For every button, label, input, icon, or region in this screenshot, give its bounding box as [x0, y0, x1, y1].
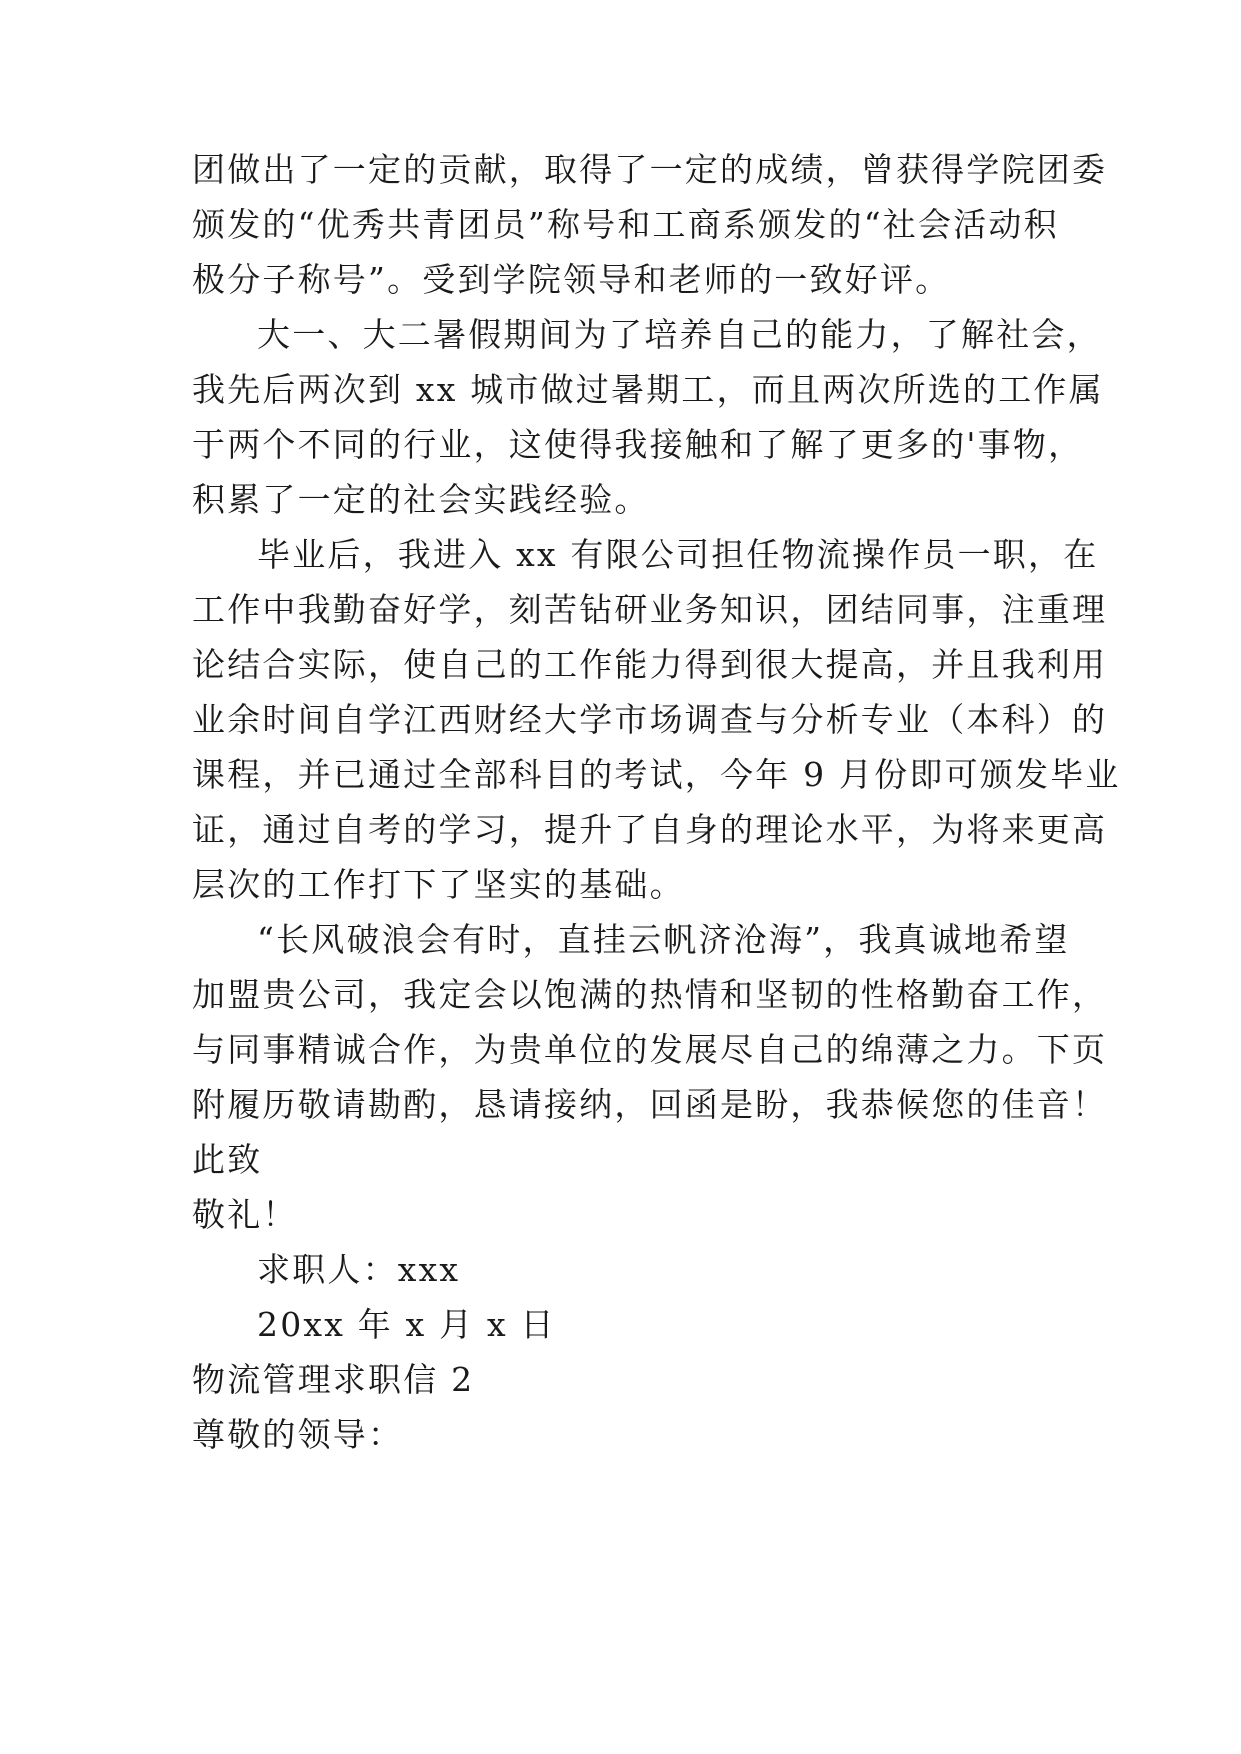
paragraph-3-line-5: 课程，并已通过全部科目的考试，今年 9 月份即可颁发毕业: [192, 755, 1121, 794]
next-letter-greeting: 尊敬的领导：: [192, 1415, 404, 1454]
date-text: 20xx 年 x 月 x 日: [257, 1305, 556, 1344]
paragraph-2-line-3: 于两个不同的行业，这使得我接触和了解了更多的'事物，: [192, 425, 1084, 464]
closing-text: 此致: [192, 1140, 263, 1179]
paragraph-3-line-1: 毕业后，我进入 xx 有限公司担任物流操作员一职，在: [257, 535, 1099, 574]
signature-text: 求职人：xxx: [257, 1250, 461, 1289]
paragraph-3-line-4: 业余时间自学江西财经大学市场调查与分析专业（本科）的: [192, 700, 1108, 739]
paragraph-3-line-6: 证，通过自考的学习，提升了自身的理论水平，为将来更高: [192, 810, 1108, 849]
paragraph-1-line-3: 极分子称号”。受到学院领导和老师的一致好评。: [192, 260, 951, 299]
paragraph-4-line-1: “长风破浪会有时，直挂云帆济沧海”，我真诚地希望: [257, 920, 1070, 959]
salute-text: 敬礼！: [192, 1195, 298, 1234]
paragraph-1-line-1: 团做出了一定的贡献，取得了一定的成绩，曾获得学院团委: [192, 150, 1108, 189]
paragraph-1-line-2: 颁发的“优秀共青团员”称号和工商系颁发的“社会活动积: [192, 205, 1059, 244]
paragraph-3-line-2: 工作中我勤奋好学，刻苦钻研业务知识，团结同事，注重理: [192, 590, 1108, 629]
paragraph-4-line-4: 附履历敬请勘酌，恳请接纳，回函是盼，我恭候您的佳音！: [192, 1085, 1108, 1124]
paragraph-4-line-3: 与同事精诚合作，为贵单位的发展尽自己的绵薄之力。下页: [192, 1030, 1108, 1069]
next-letter-title: 物流管理求职信 2: [192, 1360, 475, 1399]
paragraph-2-line-2: 我先后两次到 xx 城市做过暑期工，而且两次所选的工作属: [192, 370, 1104, 409]
paragraph-3-line-3: 论结合实际，使自己的工作能力得到很大提高，并且我利用: [192, 645, 1108, 684]
paragraph-4-line-2: 加盟贵公司，我定会以饱满的热情和坚韧的性格勤奋工作，: [192, 975, 1108, 1014]
paragraph-2-line-1: 大一、大二暑假期间为了培养自己的能力，了解社会，: [257, 315, 1102, 354]
paragraph-2-line-4: 积累了一定的社会实践经验。: [192, 480, 650, 519]
paragraph-3-line-7: 层次的工作打下了坚实的基础。: [192, 865, 685, 904]
